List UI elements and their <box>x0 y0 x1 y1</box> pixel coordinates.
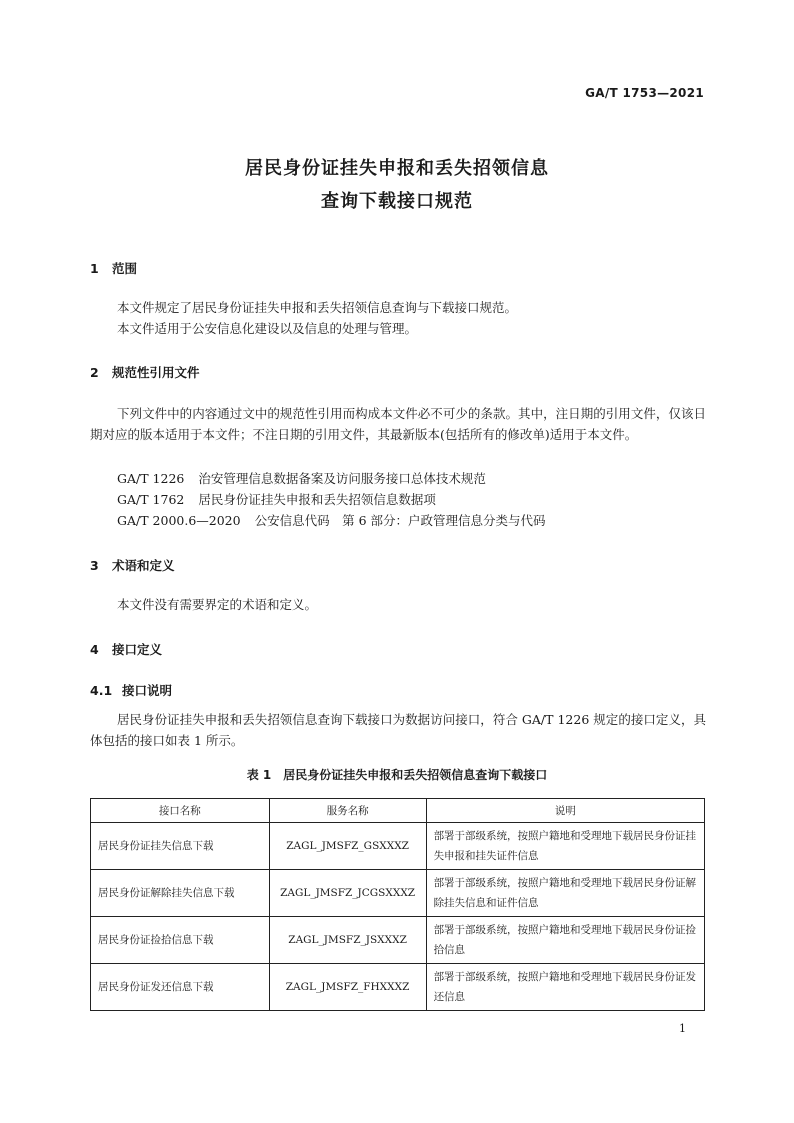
standard-number: GA/T 1753—2021 <box>585 86 704 100</box>
section-title: 规范性引用文件 <box>112 365 200 380</box>
column-header-service-name: 服务名称 <box>269 799 426 823</box>
reference-item <box>117 489 436 510</box>
description-cell: 部署于部级系统，按照户籍地和受理地下载居民身份证发还信息 <box>426 964 704 1011</box>
service-name-cell: ZAGL_JMSFZ_JSXXXZ <box>269 917 426 964</box>
table-row <box>91 917 705 964</box>
table-row <box>91 870 705 917</box>
subsection-number: 4.1 <box>90 683 113 698</box>
document-title-line1: 居民身份证挂失申报和丢失招领信息 <box>245 158 549 179</box>
reference-code: GA/T 1762 <box>117 492 185 507</box>
section-3-heading <box>90 556 175 574</box>
interface-name-cell: 居民身份证捡拾信息下载 <box>91 917 270 964</box>
section-1-paragraph-1: 本文件规定了居民身份证挂失申报和丢失招领信息查询与下载接口规范。 <box>117 300 518 315</box>
service-name-cell: ZAGL_JMSFZ_JCGSXXXZ <box>269 870 426 917</box>
page-number: 1 <box>679 1022 686 1035</box>
interface-name-cell: 居民身份证发还信息下载 <box>91 964 270 1011</box>
description-cell: 部署于部级系统，按照户籍地和受理地下载居民身份证解除挂失信息和证件信息 <box>426 870 704 917</box>
reference-title: 公安信息代码 第 6 部分：户政管理信息分类与代码 <box>254 513 546 528</box>
table-header-row <box>91 799 705 823</box>
description-cell: 部署于部级系统，按照户籍地和受理地下载居民身份证挂失申报和挂失证件信息 <box>426 823 704 870</box>
reference-code: GA/T 1226 <box>117 471 185 486</box>
section-number: 4 <box>90 642 99 657</box>
interface-name-cell: 居民身份证挂失信息下载 <box>91 823 270 870</box>
subsection-4-1-heading <box>90 681 172 699</box>
reference-item <box>117 468 486 489</box>
section-number: 1 <box>90 261 99 276</box>
column-header-description: 说明 <box>426 799 704 823</box>
table-row <box>91 964 705 1011</box>
service-name-cell: ZAGL_JMSFZ_GSXXXZ <box>269 823 426 870</box>
section-1-heading <box>90 259 137 277</box>
section-title: 范围 <box>112 261 138 276</box>
section-number: 3 <box>90 558 99 573</box>
section-1-paragraph-2: 本文件适用于公安信息化建设以及信息的处理与管理。 <box>117 321 418 336</box>
section-number: 2 <box>90 365 99 380</box>
section-title: 术语和定义 <box>112 558 175 573</box>
service-name-cell: ZAGL_JMSFZ_FHXXXZ <box>269 964 426 1011</box>
reference-title: 居民身份证挂失申报和丢失招领信息数据项 <box>198 492 436 507</box>
subsection-title: 接口说明 <box>122 683 173 698</box>
interface-name-cell: 居民身份证解除挂失信息下载 <box>91 870 270 917</box>
document-title-line2: 查询下载接口规范 <box>321 191 473 212</box>
reference-title: 治安管理信息数据备案及访问服务接口总体技术规范 <box>198 471 486 486</box>
description-cell: 部署于部级系统，按照户籍地和受理地下载居民身份证捡拾信息 <box>426 917 704 964</box>
reference-code: GA/T 2000.6—2020 <box>117 513 241 528</box>
reference-item <box>117 510 546 531</box>
section-3-paragraph-1: 本文件没有需要界定的术语和定义。 <box>117 597 318 612</box>
section-title: 接口定义 <box>112 642 163 657</box>
table-row <box>91 823 705 870</box>
section-2-intro: 下列文件中的内容通过文中的规范性引用而构成本文件必不可少的条款。其中，注日期的引用文件，仅该日期对应的版本适用于本文件；不注日期的引用文件，其最新版本(包括所有的修改单)适用于本文件。 <box>90 406 706 442</box>
section-4-heading <box>90 640 162 658</box>
column-header-interface-name: 接口名称 <box>91 799 270 823</box>
interface-table <box>90 798 705 1011</box>
section-2-heading <box>90 363 200 381</box>
table-caption: 表 1 居民身份证挂失申报和丢失招领信息查询下载接口 <box>246 768 548 782</box>
subsection-4-1-paragraph: 居民身份证挂失申报和丢失招领信息查询下载接口为数据访问接口，符合 GA/T 1226 规定的接口定义，具体包括的接口如表 1 所示。 <box>90 712 706 748</box>
